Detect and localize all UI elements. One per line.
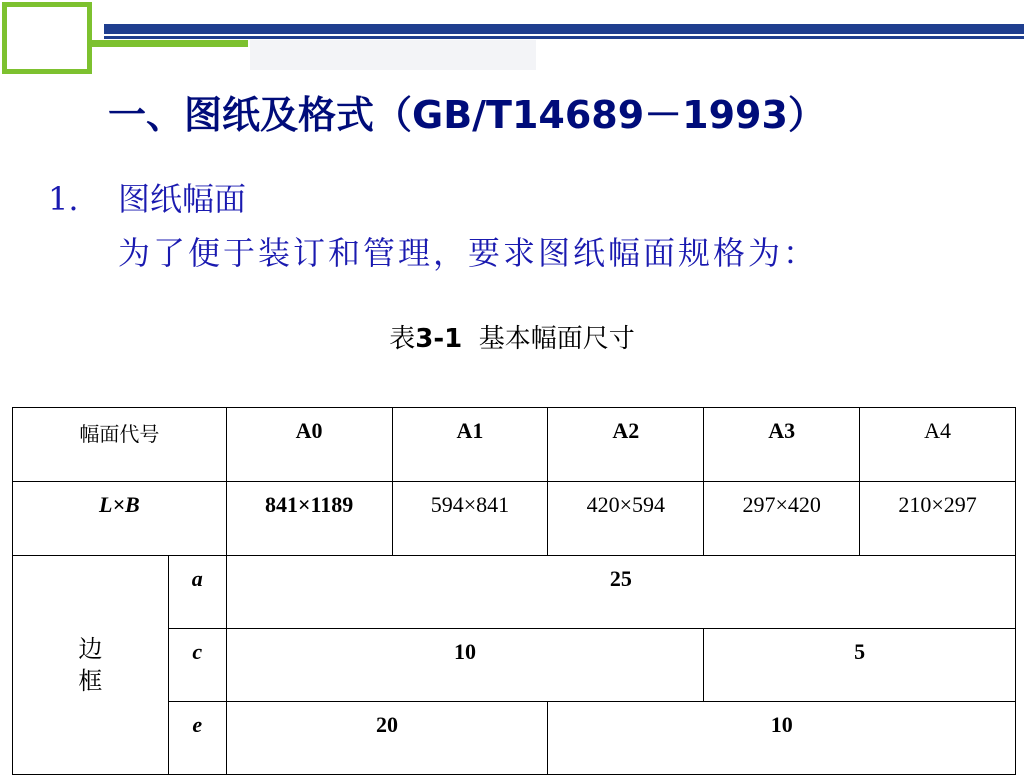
section-number: 1. [48,180,79,218]
border-label-char-2: 框 [78,667,103,695]
decor-blue-bar [104,24,1024,34]
table-row-dimensions [13,482,1016,556]
cell-dims-a2: 420×594 [548,482,704,556]
decor-grey-panel [250,40,536,70]
page-title: 一、图纸及格式（GB/T14689－1993） [108,93,826,137]
table-row-size-codes [13,408,1016,482]
cell-size-a3: A3 [704,408,860,482]
cell-dims-a4: 210×297 [860,482,1016,556]
label-c: c [168,629,226,702]
header-border [13,556,169,775]
border-label-char-1: 边 [78,635,103,663]
caption-number: 3-1 [415,324,463,354]
cell-dims-a1: 594×841 [392,482,548,556]
cell-dims-a3: 297×420 [704,482,860,556]
section-text: 为了便于装订和管理，要求图纸幅面规格为： [118,234,819,272]
decor-blue-line [104,36,1024,39]
table-row-margin-a [13,556,1016,629]
header-size-code: 幅面代号 [13,408,227,482]
cell-c-value-a0-a2: 10 [226,629,704,702]
cell-size-a0: A0 [226,408,392,482]
cell-a-value: 25 [226,556,1015,629]
paper-size-table [12,407,1016,775]
section-heading [48,174,246,220]
cell-c-value-a3-a4: 5 [704,629,1016,702]
decor-green-square [2,2,92,74]
cell-size-a2: A2 [548,408,704,482]
cell-e-value-a2-a4: 10 [548,702,1016,775]
caption-prefix: 表 [389,324,416,354]
cell-e-value-a0-a1: 20 [226,702,548,775]
table-caption [0,318,1024,355]
section-heading-text: 图纸幅面 [118,180,247,218]
cell-dims-a0: 841×1189 [226,482,392,556]
label-a: a [168,556,226,629]
header-dimensions: L×B [13,482,227,556]
decor-green-bar [92,40,248,47]
cell-size-a4: A4 [860,408,1016,482]
label-e: e [168,702,226,775]
border-label [78,633,102,697]
caption-text: 基本幅面尺寸 [478,324,635,354]
cell-size-a1: A1 [392,408,548,482]
